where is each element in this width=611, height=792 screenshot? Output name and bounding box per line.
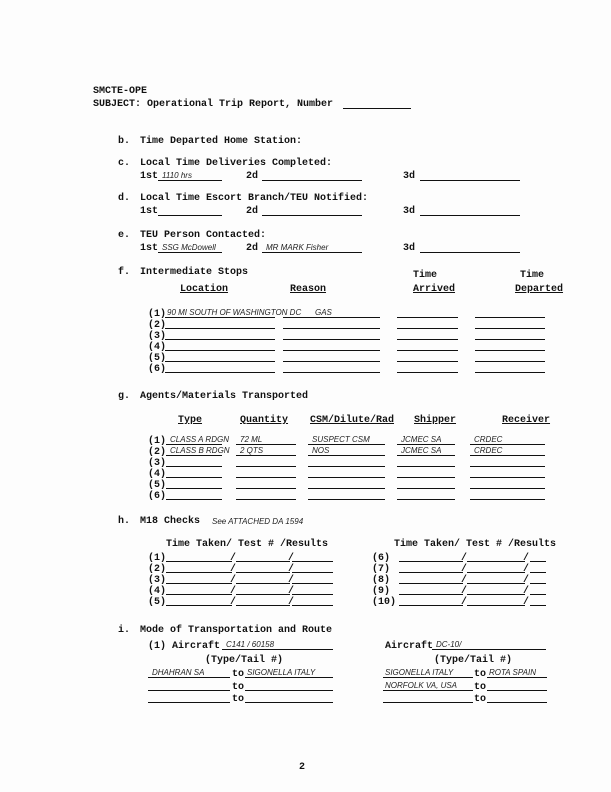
agent-6-field[interactable] [470,499,545,500]
h-heading: M18 Checks [140,516,201,527]
agent-1-field[interactable] [470,444,545,445]
left-route-to-field[interactable] [245,690,333,691]
slash: / [461,553,468,564]
slot-label: 3d [403,243,416,254]
stop-6-field[interactable] [475,372,545,373]
slot-label: 2d [246,171,259,182]
time-label: Time [520,270,545,281]
m18-check-field[interactable] [236,605,290,606]
m18-check-field[interactable] [166,583,232,584]
m18-check-field[interactable] [292,572,333,573]
m18-check-field[interactable] [166,594,232,595]
item-letter: d. [118,193,131,204]
slot-label: 1st [140,243,159,254]
right-aircraft-field[interactable] [432,649,546,650]
slash: / [461,564,468,575]
item-letter: f. [118,267,131,278]
right-route-from-field-value: NORFOLK VA, USA [385,680,458,690]
m18-check-field[interactable] [166,561,232,562]
d-slot-1-field[interactable] [158,215,222,216]
to-label: to [232,669,245,680]
slash: / [288,575,295,586]
agent-5-field[interactable] [166,488,222,489]
stop-4-field[interactable] [475,350,545,351]
slot-label: 2d [246,206,259,217]
m18-check-field[interactable] [236,572,290,573]
right-route-to-field[interactable] [487,677,547,678]
row-label: (1) [148,553,167,564]
m18-note: See ATTACHED DA 1594 [212,517,304,526]
right-route-to-field[interactable] [487,702,547,703]
slash: / [288,564,295,575]
slot-label: 3d [403,206,416,217]
agent-2-field[interactable] [470,455,545,456]
agent-2-field-value: 2 QTS [240,446,264,455]
stop-3-field[interactable] [475,339,545,340]
m18-check-field[interactable] [530,561,546,562]
agent-2-field[interactable] [166,455,222,456]
stop-3-field[interactable] [165,339,275,340]
report-number-field[interactable] [343,108,411,109]
row-label: (2) [148,320,167,331]
left-aircraft-field[interactable] [222,649,333,650]
item-letter: b. [118,136,131,147]
agent-6-field[interactable] [397,499,455,500]
row-label: (4) [148,586,167,597]
slash: / [288,553,295,564]
column-header: Shipper [414,415,457,426]
e-slot-1-field[interactable] [158,252,222,253]
m18-check-field[interactable] [292,594,333,595]
left-route-from-field[interactable] [148,677,230,678]
m18-check-field[interactable] [467,605,525,606]
left-route-from-field-value: DHAHRAN SA [152,668,205,677]
c-heading: Local Time Deliveries Completed: [140,158,333,169]
row-label: (2) [148,564,167,575]
right-route-from-field[interactable] [383,702,473,703]
left-route-to-field[interactable] [245,677,333,678]
m18-check-field[interactable] [530,572,546,573]
slash: / [288,586,295,597]
m18-check-field[interactable] [236,594,290,595]
agent-4-field[interactable] [470,477,545,478]
right-route-from-field[interactable] [383,690,473,691]
agent-4-field[interactable] [166,477,222,478]
slash: / [230,597,237,608]
stop-5-field[interactable] [165,361,275,362]
agent-6-field[interactable] [166,499,222,500]
type-tail-label: (Type/Tail #) [434,655,513,666]
e-slot-3-field[interactable] [420,252,520,253]
m18-check-field[interactable] [399,594,463,595]
m18-check-field[interactable] [399,605,463,606]
left-route-to-field[interactable] [245,702,333,703]
m18-check-field[interactable] [399,572,463,573]
c-slot-1-field-value: 1110 hrs [162,171,192,180]
to-label: to [232,694,245,705]
subject-text: Operational Trip Report, Number [147,99,334,110]
agent-5-field[interactable] [236,488,296,489]
row-label: (6) [148,364,167,375]
row-label: (1) [148,436,167,447]
slash: / [230,586,237,597]
d-slot-3-field[interactable] [420,215,520,216]
slash: / [230,564,237,575]
m18-check-field[interactable] [236,583,290,584]
m18-check-field[interactable] [530,594,546,595]
item-letter: c. [118,158,131,169]
to-label: to [474,694,487,705]
stop-4-field[interactable] [165,350,275,351]
time-label: Time [413,270,438,281]
agent-1-field[interactable] [236,444,296,445]
agent-2-field-value: NOS [312,446,330,455]
to-label: to [474,669,487,680]
agent-6-field[interactable] [236,499,296,500]
stop-1-field[interactable] [475,317,545,318]
m18-check-field[interactable] [292,561,333,562]
right-route-to-field-value: ROTA SPAIN [489,668,536,677]
agent-1-field-value: CRDEC [474,435,503,444]
agent-2-field[interactable] [236,455,296,456]
stop-3-field[interactable] [283,339,380,340]
m18-header-left: Time Taken/ Test # /Results [166,539,329,550]
row-label: (6) [148,491,167,502]
slash: / [523,597,530,608]
stop-1-field[interactable] [397,317,458,318]
agent-2-field-value: JCMEC SA [401,446,442,455]
agent-5-field[interactable] [470,488,545,489]
m18-header-right: Time Taken/ Test # /Results [394,539,557,550]
m18-check-field[interactable] [467,561,525,562]
stop-5-field[interactable] [283,361,380,362]
page-number: 2 [299,762,306,773]
column-header: Arrived [413,284,456,295]
agent-3-field[interactable] [470,466,545,467]
column-header: Receiver [502,415,551,426]
row-label: (5) [148,480,167,491]
m18-check-field[interactable] [292,605,333,606]
slash: / [288,597,295,608]
stop-6-field[interactable] [283,372,380,373]
row-label: (9) [372,586,391,597]
left-aircraft-field-value: C141 / 60158 [226,640,275,649]
agent-3-field[interactable] [308,466,385,467]
row-label: (6) [372,553,391,564]
to-label: to [474,681,487,693]
c-slot-3-field[interactable] [420,180,520,181]
m18-check-field[interactable] [399,583,463,584]
e-slot-2-field-value: MR MARK Fisher [266,243,329,252]
agent-1-field-value: JCMEC SA [401,435,442,444]
column-header: Location [180,284,229,295]
time-departed-label: Time Departed Home Station: [140,136,303,147]
agent-3-field[interactable] [236,466,296,467]
stop-1-field[interactable] [283,317,380,318]
agent-1-field-value: 72 ML [240,435,263,444]
agent-4-field[interactable] [236,477,296,478]
subject-label: SUBJECT: [93,99,142,110]
agent-1-field[interactable] [166,444,222,445]
agent-5-field[interactable] [397,488,455,489]
agent-3-field[interactable] [166,466,222,467]
type-tail-label: (Type/Tail #) [205,655,284,666]
item-letter: g. [118,391,131,402]
left-route-from-field[interactable] [148,702,230,703]
m18-check-field[interactable] [530,583,546,584]
row-label: (4) [148,342,167,353]
aircraft-label: Aircraft [385,641,434,652]
slash: / [461,575,468,586]
item-letter: i. [118,625,131,636]
row-label: (7) [372,564,391,575]
right-route-from-field-value: SIGONELLA ITALY [385,668,454,677]
agent-1-field-value: SUSPECT CSM [312,435,370,444]
slot-label: 1st [140,171,159,182]
m18-check-field[interactable] [467,572,525,573]
stop-2-field[interactable] [165,328,275,329]
row-label: (5) [148,353,167,364]
slash: / [523,586,530,597]
aircraft-label: (1) Aircraft [148,641,221,652]
stop-4-field[interactable] [283,350,380,351]
m18-check-field[interactable] [467,594,525,595]
agent-2-field[interactable] [397,455,455,456]
stop-6-field[interactable] [397,372,458,373]
c-slot-1-field[interactable] [158,180,222,181]
column-header: Departed [515,284,564,295]
stop-6-field[interactable] [165,372,275,373]
e-slot-2-field[interactable] [262,252,362,253]
m18-check-field[interactable] [530,605,546,606]
column-header: Type [178,415,203,426]
agent-1-field-value: CLASS A RDGN [170,435,229,444]
d-slot-2-field[interactable] [262,215,362,216]
m18-check-field[interactable] [467,583,525,584]
agent-2-field-value: CRDEC [474,446,503,455]
m18-check-field[interactable] [236,561,290,562]
row-label: (5) [148,597,167,608]
slot-label: 3d [403,171,416,182]
slash: / [461,597,468,608]
c-slot-2-field[interactable] [262,180,362,181]
agent-3-field[interactable] [397,466,455,467]
e-slot-1-field-value: SSG McDowell [162,243,216,252]
column-header: Reason [290,284,327,295]
right-route-from-field[interactable] [383,677,473,678]
stop-4-field[interactable] [397,350,458,351]
row-label: (8) [372,575,391,586]
f-heading: Intermediate Stops [140,267,249,278]
m18-check-field[interactable] [166,572,232,573]
row-label: (2) [148,447,167,458]
row-label: (3) [148,458,167,469]
slash: / [523,564,530,575]
slash: / [230,553,237,564]
g-heading: Agents/Materials Transported [140,391,309,402]
d-heading: Local Time Escort Branch/TEU Notified: [140,193,369,204]
stop-2-field[interactable] [475,328,545,329]
m18-check-field[interactable] [399,561,463,562]
item-letter: h. [118,516,131,527]
slot-label: 2d [246,243,259,254]
stop-2-field[interactable] [397,328,458,329]
stop-5-field[interactable] [475,361,545,362]
office-symbol: SMCTE-OPE [93,86,148,97]
column-header: Quantity [240,415,289,426]
right-route-to-field[interactable] [487,690,547,691]
row-label: (10) [372,597,397,608]
to-label: to [232,681,245,693]
e-heading: TEU Person Contacted: [140,230,267,241]
m18-check-field[interactable] [292,583,333,584]
left-route-to-field-value: SIGONELLA ITALY [247,668,316,677]
agent-2-field[interactable] [308,455,385,456]
agent-6-field[interactable] [308,499,385,500]
stop-1-field[interactable] [165,317,275,318]
row-label: (4) [148,469,167,480]
i-heading: Mode of Transportation and Route [140,625,333,636]
row-label: (3) [148,575,167,586]
row-label: (3) [148,331,167,342]
agent-4-field[interactable] [308,477,385,478]
agent-4-field[interactable] [397,477,455,478]
stop-2-field[interactable] [283,328,380,329]
stop-1-field-value: GAS [315,308,332,317]
slash: / [523,575,530,586]
stop-5-field[interactable] [397,361,458,362]
stop-1-field-value: 90 MI SOUTH OF WASHINGTON DC [167,308,302,317]
slash: / [230,575,237,586]
m18-check-field[interactable] [166,605,232,606]
stop-3-field[interactable] [397,339,458,340]
row-label: (1) [148,309,167,320]
agent-1-field[interactable] [308,444,385,445]
item-letter: e. [118,230,131,241]
slash: / [523,553,530,564]
slot-label: 1st [140,206,159,217]
slash: / [461,586,468,597]
agent-5-field[interactable] [308,488,385,489]
right-aircraft-field-value: DC-10/ [436,640,462,649]
agent-1-field[interactable] [397,444,455,445]
agent-2-field-value: CLASS B RDGN [170,446,230,455]
left-route-from-field[interactable] [148,690,230,691]
column-header: CSM/Dilute/Rad [310,415,395,426]
